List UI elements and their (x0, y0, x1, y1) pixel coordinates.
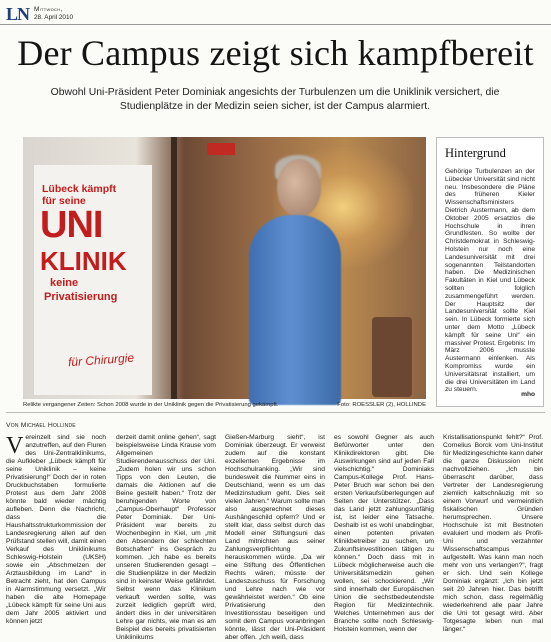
article-column-5: Kristallisationspunkt fehlt?“ Prof. Cornelius Borck vom Uni-Institut für Medizingeschichte kann daher die ganze Diskussion nicht nachvollziehen. „Ich bin überrascht darüber, dass Vertreter der Landesregierung ziemlich kaltschnäuzig mit so einem Vorwurf und vermeintlich fiskalischen Gründen herumsprechen. Unsere Hochschule ist mit Bestnoten evaluiert und modern als Profil-Uni und verzahnter Wissenschaftscampus aufgestellt. Was kann man noch mehr von uns verlangen?“, fragt er sich. Und sein Kollege Dominiak ergänzt: „Ich bin jetzt seit 20 Jahren hier. Das betrifft mich schon, dass regelmäßig wiederkehrend alle paar Jahre die Uni tot gesagt wird. Aber Totgesagte leben nun mal länger.“ (443, 434, 543, 633)
dateline (34, 6, 73, 22)
byline: Von Michael Hollinde (6, 422, 76, 429)
weekday: Mittwoch, (34, 6, 63, 13)
poster-line-klinik: KLINIK (40, 246, 127, 276)
newspaper-logo[interactable]: LN (6, 4, 30, 24)
article-deck: Obwohl Uni-Präsident Peter Dominiak angesichts der Turbulenzen um die Uniklinik versichert, die Studienplätze in der Medizin seien sicher, ist der Campus alarmiert. (50, 87, 500, 112)
protest-poster (33, 165, 152, 395)
caption-text: Relikte vergangener Zeiten: Schon 2008 wurde in der Uniklinik gegen die Privatisierung gekämpft. (23, 402, 279, 408)
photo-caption (23, 401, 426, 409)
person-body (249, 215, 341, 405)
poster-line-privatisierung: Privatisierung (44, 291, 118, 303)
sidebar-text: Gehörige Turbulenzen an der Lübecker Universität sind nicht neu. Insbesondere die Pläne des früheren Kieler Wissenschaftsministers Dietrich Austermann, ab dem Oktober 2005 ersatzlos die Hochschule in ihren Grundfesten. So wollte der Christdemokrat in Schleswig-Holstein nur noch eine Landesuniversität mit drei sogenannten Teilstandorten haben. Die Medizinischen Fakultäten in Kiel und Lübeck sollten folglich zusammengeführt werden. Der Hauptsitz der Landesuniversität sollte Kiel sein. In Lübeck formierte sich unter dem Motto „Lübeck kämpft für seine Uni“ ein massiver Protest. Ergebnis: Im März 2006 musste Austermann einlenken. Als Kompromiss wurde ein Universitätsrat installiert, um die drei Universitäten im Land zu steuern. (445, 168, 535, 394)
photo-doorframe (171, 137, 177, 399)
poster-line-chirurgie: für Chirurgie (67, 350, 135, 370)
date: 28. April 2010 (34, 14, 74, 21)
article-column-4: es sowohl Gegner als auch Befürworter unter den Klinikdirektoren gibt. Die Auswirkungen sind auf jeden Fall vielschichtig.“ Dominiaks Campus-Kollege Prof. Hans-Peter Bruch war schon bei den ersten Verkaufsüberlegungen auf Seiten der Unterstützer. „Dass das Land jetzt zahlungsunfähig ist, ist leider eine Tatsache. Deshalb ist es wohl unabdingbar, einen potenten privaten Klinikbetreiber zu suchen, um Zukunftsinvestitionen tätigen zu können.“ Doch dass mit in Lübeck möglicherweise auch die Universitätsmedizin gehen wollen, sei schockierend. „Wir sind innerhalb der Europäischen Union die sechstbedeutendste Region für Medizintechnik. Welches Unternehmen aus der Branche sollte noch Schleswig-Holstein kommen, wenn der (334, 434, 434, 633)
sidebar-title: Hintergrund (445, 146, 506, 160)
body-divider (6, 412, 545, 413)
article-photo[interactable] (23, 137, 426, 399)
column-1-text: ereinzelt sind sie noch anzutreffen, auf den Fluren des Uni-Zentralklinikums, die Aufkleber „Lübeck kämpft für seine Uniklinik – keine Privatisierung!“ Doch der in roten Druckbuchstaben formulierte Protest aus dem Jahr 2008 könnte bald wieder mächtig aufleben. Denn die Nachricht, dass die Haushaltsstrukturkommission der Landesregierung allen auf den Prüfstand stellen will, damit einen Verkauf des Uniklinikums Schleswig-Holstein (UKSH) sowie ein „Abschmelzen der Arztausbildung im Land“ in Betracht zieht, hat den Campus in Alarmstimmung versetzt. „Wir haben die alte Homepage „Lübeck kämpft für seine Uni aus dem Jahr 2005 aktiviert und können jetzt (6, 434, 106, 625)
masthead (6, 4, 546, 26)
poster-line-keine: keine (50, 277, 79, 289)
photo-cabinet (372, 317, 412, 397)
top-divider (0, 24, 551, 25)
photo-credit: Foto: ROESSLER (2), HOLLINDE (337, 402, 426, 408)
article-body (6, 433, 545, 641)
poster-line-1: Lübeck kämpft für seine (42, 183, 117, 207)
article-column-3: Gießen-Marburg sieht“, ist Dominiak überzeugt. Er verweist zudem auf die konstant exzellenten Ergebnisse im Hochschulranking. „Wir sind bundesweit die Nummer eins in Deutschland, wenn es um das Medizinstudium geht. Dies seit vielen Jahren.“ Warum sollte man also ausgerechnet dieses Aushängeschild opfern? Und er stellt klar, dass selbst durch das Modell einer Stiftungsuni das Land mitnichten aus seiner Zahlungsverpflichtung herauskommen würde. „Da wir eine Stiftung des Öffentlichen Rechts wären, müsste der Landeszuschuss für Forschung und Lehre nach wie vor gewährleistet werden.“ Ob eine Privatisierung den Investitionsstau beseitigen und somit dem Campus voranbringen könnte, lässt der Uni-Präsident aber offen. „Ich weiß, dass (225, 434, 325, 641)
poster-line-uni: UNI (40, 204, 103, 246)
photo-red-sign (207, 143, 235, 155)
article-column-1 (6, 433, 106, 625)
sidebar-signature: mho (521, 391, 535, 398)
article-column-2: derzeit damit online gehen“, sagt beispielsweise Linda Krause vom Allgemeinen Studierendenausschuss der Uni. „Zudem holen wir uns schon Tipps von den Leuten, die damals die Aktionen auf die Beine gestellt haben.“ Trotz der beruhigenden Worte von „Campus-Oberhaupt“ Professor Peter Dominiak. Der Uni-Präsident war bereits zu Wochenbeginn in Kiel, um „mit den Absendern der schlechten Botschaften“ ins Gespräch zu kommen. „Ich habe es bereits unseren Studierenden gesagt – die Studienplätze in der Medizin sind in keinster Weise gefährdet. Selbst wenn das Klinikum verkauft werden sollte, was zurzeit lediglich geprüft wird, ändert dies in der universitären Lehre gar nichts, wie man es am Beispiel des bereits privatisierten Uniklinikums (116, 434, 216, 641)
headline: Der Campus zeigt sich kampfbereit (17, 33, 534, 73)
drop-cap: V (6, 433, 24, 459)
person-head (277, 159, 321, 217)
background-sidebar (436, 137, 544, 407)
